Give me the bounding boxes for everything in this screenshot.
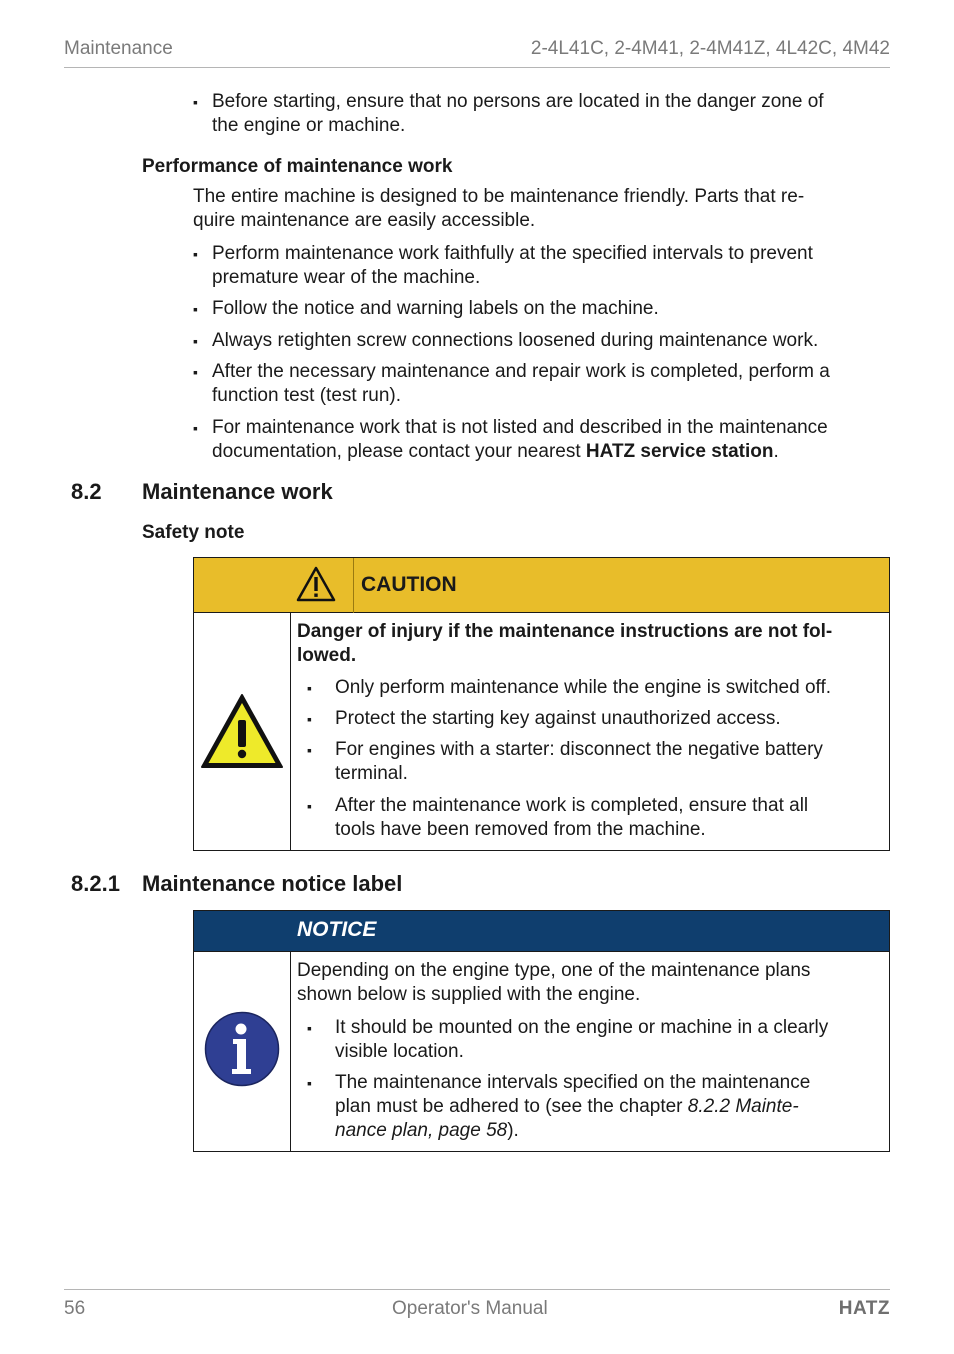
caution-column-divider	[290, 613, 291, 851]
header-section: Maintenance	[64, 38, 173, 59]
chapter-reference-cont[interactable]: nance plan, page 58	[335, 1120, 508, 1141]
header-models: 2-4L41C, 2-4M41, 2-4M41Z, 4L42C, 4M42	[530, 38, 890, 59]
chapter-reference[interactable]: 8.2.2 Mainte-	[687, 1096, 799, 1117]
caution-label: CAUTION	[361, 573, 457, 596]
page-number: 56	[64, 1298, 86, 1319]
caution-header-divider	[353, 558, 354, 613]
caution-box: CAUTION Danger of injury if the maintenance instructions are not fol- lowed. ▪ Only perform maintenance while the engine is switched off. ▪ Protect the starting key against unauthorized access. ▪ For engines with a starter: disconnect the negative battery terminal. ▪ After the maintenance work is completed, ensure that all tools have been removed from the machine.	[193, 557, 890, 851]
paragraph-performance: The entire machine is designed to be maintenance friendly. Parts that re- quire maintenance are easily accessible.	[193, 186, 805, 231]
hatz-service-station: HATZ service station	[585, 441, 774, 462]
caution-header	[194, 558, 889, 613]
warning-triangle-icon	[200, 693, 284, 769]
info-circle-icon	[204, 1011, 280, 1087]
notice-box: NOTICE Depending on the engine type, one of the maintenance plans shown below is supplied with the engine. ▪ It should be mounted on the engine or machine in a clearly visible location. ▪ The maintenance intervals specified on the maintenance plan must be adhered to (see the chapter 8.2.2 Mainte- nance plan, page 58).	[193, 910, 890, 1152]
footer-title: Operator's Manual	[392, 1298, 548, 1319]
page-footer	[64, 1289, 890, 1329]
notice-label: NOTICE	[297, 918, 377, 941]
subheading-performance: Performance of maintenance work	[142, 156, 453, 177]
bullet-mark: ▪	[193, 94, 198, 110]
subheading-safety-note: Safety note	[142, 522, 245, 543]
page-header	[64, 36, 890, 68]
notice-paragraph: Depending on the engine type, one of the maintenance plans shown below is supplied with the engine.	[297, 960, 811, 1005]
brand-logo: HATZ	[838, 1298, 890, 1319]
notice-column-divider	[290, 952, 291, 1152]
notice-header	[194, 911, 889, 952]
warning-triangle-icon	[296, 566, 336, 602]
caution-title: Danger of injury if the maintenance instructions are not fol- lowed.	[297, 621, 833, 666]
